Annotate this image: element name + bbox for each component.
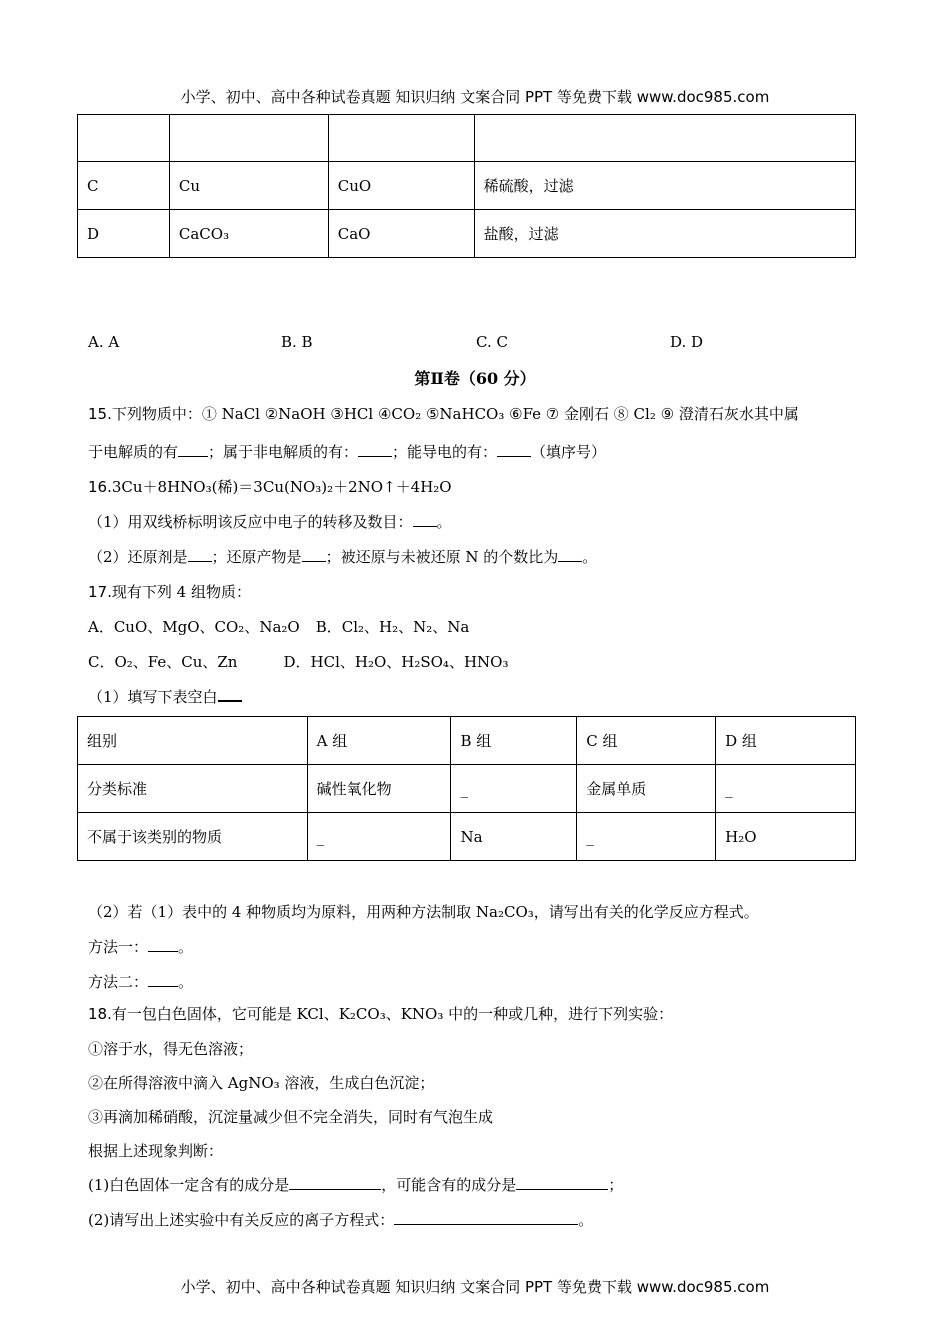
question-text: 。 (578, 1211, 594, 1229)
question-16-sub1 (88, 511, 452, 532)
table-header: D 组 (716, 717, 856, 765)
question-text: 。 (178, 938, 194, 956)
option-c[interactable]: C. C (476, 333, 508, 351)
page-header: 小学、初中、高中各种试卷真题 知识归纳 文案合同 PPT 等免费下载 www.doc985.com (180, 88, 770, 106)
table-cell: 稀硫酸，过滤 (474, 162, 855, 210)
question-17-groups-ab (88, 616, 469, 637)
table-row (78, 162, 856, 210)
answer-blank[interactable] (413, 512, 437, 527)
table-row (78, 717, 856, 765)
question-17-intro (88, 581, 251, 602)
question-17-method1 (88, 936, 193, 957)
question-18-intro (88, 1003, 673, 1024)
question-18-sub2 (88, 1209, 593, 1230)
answer-blank[interactable] (516, 1175, 608, 1190)
question-17-sub1 (88, 686, 242, 707)
option-b[interactable]: B. B (281, 333, 313, 351)
table-header: C 组 (577, 717, 716, 765)
question-text: ；能导电的有： (392, 443, 498, 461)
classification-table (77, 716, 856, 861)
question-16-equation (88, 476, 452, 497)
question-number: 17. (88, 583, 112, 601)
question-number: 16. (88, 478, 112, 496)
question-text: (1)白色固体一定含有的成分是 (88, 1176, 290, 1194)
answer-cell[interactable]: _ (577, 813, 716, 861)
table-row (78, 210, 856, 258)
question-text: （1）用双线桥标明该反应中电子的转移及数目： (88, 513, 413, 531)
question-text: ；被还原与未被还原 N 的个数比为 (325, 548, 559, 566)
question-text: 现有下列 4 组物质： (111, 583, 251, 601)
question-17-method2 (88, 971, 193, 992)
table-cell: 盐酸，过滤 (474, 210, 855, 258)
table-cell (169, 115, 328, 162)
answer-blank[interactable] (394, 1210, 578, 1225)
table-row (78, 115, 856, 162)
table-cell: CuO (328, 162, 474, 210)
answer-blank[interactable] (558, 547, 582, 562)
group-c: C．O₂、Fe、Cu、Zn (88, 653, 238, 671)
question-18-step1: ①溶于水，得无色溶液； (88, 1040, 254, 1058)
table-cell: CaCO₃ (169, 210, 328, 258)
answer-blank[interactable] (218, 686, 242, 702)
answer-blank[interactable] (497, 442, 531, 457)
table-cell: CaO (328, 210, 474, 258)
question-text: 方法二： (88, 973, 149, 991)
question-text: 于电解质的有 (88, 443, 179, 461)
question-17-sub2: （2）若（1）表中的 4 种物质均为原料，用两种方法制取 Na₂CO₃，请写出有关的化学反应方程式。 (88, 903, 759, 921)
question-18-sub1 (88, 1174, 623, 1195)
answer-cell[interactable]: _ (716, 765, 856, 813)
table-cell: 分类标准 (78, 765, 308, 813)
group-a: A．CuO、MgO、CO₂、Na₂O (88, 618, 300, 636)
question-text: 。 (436, 513, 452, 531)
table-cell: D (78, 210, 170, 258)
group-b: B．Cl₂、H₂、N₂、Na (315, 618, 470, 636)
options-table (77, 114, 856, 258)
answer-blank[interactable] (188, 547, 212, 562)
question-number: 18. (88, 1005, 112, 1023)
question-text: （1）填写下表空白 (88, 688, 218, 706)
question-text: 有一包白色固体，它可能是 KCl、K₂CO₃、KNO₃ 中的一种或几种，进行下列实验： (111, 1005, 674, 1023)
table-cell (78, 115, 170, 162)
group-d: D．HCl、H₂O、H₂SO₄、HNO₃ (283, 653, 509, 671)
question-text: 方法一： (88, 938, 149, 956)
answer-blank[interactable] (302, 547, 326, 562)
table-cell: 金属单质 (577, 765, 716, 813)
table-row (78, 813, 856, 861)
question-number: 15. (88, 405, 112, 423)
section-title: 第Ⅱ卷（60 分） (414, 369, 536, 388)
question-text: （填序号） (531, 443, 607, 461)
question-text: 。 (178, 973, 194, 991)
table-header: 组别 (78, 717, 308, 765)
table-row (78, 765, 856, 813)
table-cell: Cu (169, 162, 328, 210)
question-15-line2 (88, 441, 606, 462)
answer-blank[interactable] (289, 1175, 381, 1190)
question-18-step3: ③再滴加稀硝酸，沉淀量减少但不完全消失，同时有气泡生成 (88, 1108, 494, 1126)
question-text: 。 (582, 548, 598, 566)
equation: 3Cu＋8HNO₃(稀)＝3Cu(NO₃)₂＋2NO↑＋4H₂O (111, 478, 452, 496)
answer-blank[interactable] (148, 937, 178, 952)
question-text: 下列物质中：① NaCl ②NaOH ③HCl ④CO₂ ⑤NaHCO₃ ⑥Fe ⑦ 金刚石 ⑧ Cl₂ ⑨ 澄清石灰水其中属 (111, 405, 799, 423)
option-d[interactable]: D. D (670, 333, 704, 351)
answer-blank[interactable] (178, 442, 208, 457)
question-text: ，可能含有的成分是 (381, 1176, 517, 1194)
answer-cell[interactable]: _ (451, 765, 577, 813)
question-text: ；属于非电解质的有： (208, 443, 359, 461)
question-16-sub2 (88, 546, 597, 567)
question-text: (2)请写出上述实验中有关反应的离子方程式： (88, 1211, 395, 1229)
table-cell: 碱性氧化物 (307, 765, 451, 813)
option-a[interactable]: A. A (88, 333, 120, 351)
table-cell: C (78, 162, 170, 210)
question-15-line1 (88, 403, 799, 424)
table-header: A 组 (307, 717, 451, 765)
table-cell: H₂O (716, 813, 856, 861)
question-17-groups-cd (88, 651, 508, 672)
question-text: （2）还原剂是 (88, 548, 188, 566)
question-text: ； (608, 1176, 624, 1194)
question-18-step2: ②在所得溶液中滴入 AgNO₃ 溶液，生成白色沉淀； (88, 1074, 435, 1092)
table-cell (328, 115, 474, 162)
answer-blank[interactable] (148, 972, 178, 987)
answer-blank[interactable] (358, 442, 392, 457)
question-text: ；还原产物是 (211, 548, 302, 566)
table-cell (474, 115, 855, 162)
answer-cell[interactable]: _ (307, 813, 451, 861)
question-18-judge: 根据上述现象判断： (88, 1142, 224, 1160)
table-header: B 组 (451, 717, 577, 765)
page-footer: 小学、初中、高中各种试卷真题 知识归纳 文案合同 PPT 等免费下载 www.doc985.com (180, 1278, 770, 1296)
table-cell: Na (451, 813, 577, 861)
table-cell: 不属于该类别的物质 (78, 813, 308, 861)
